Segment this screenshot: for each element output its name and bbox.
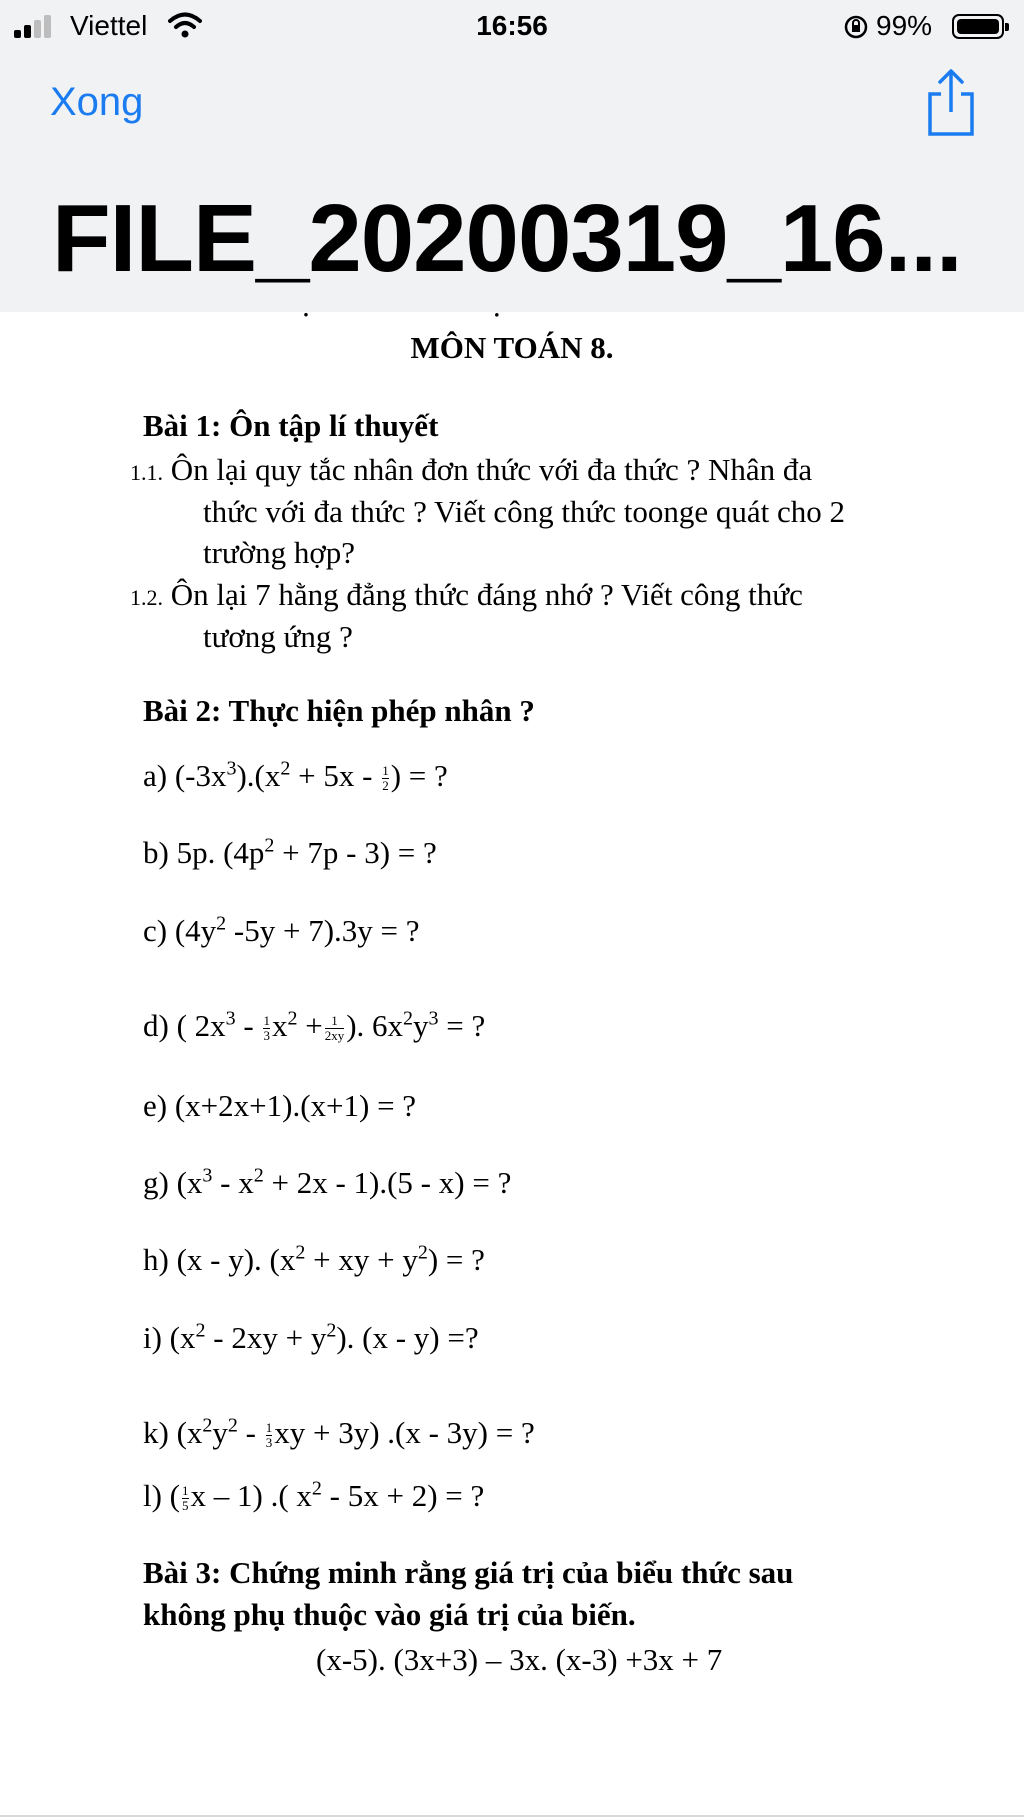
battery-icon [952,14,1004,39]
file-title: FILE_20200319_16... [52,185,962,292]
bai3-expression: (x-5). (3x+3) – 3x. (x-3) +3x + 7 [316,1642,723,1677]
share-icon[interactable] [924,66,978,140]
navigation-bar [0,0,1024,312]
item-text: Ôn lại quy tắc nhân đơn thức với đa thức ? Nhân đa [170,452,813,487]
exercise-k: k) ($x^2y^2$ - $\frac{1}{3}$ xy + 3y) .(x - 3y) = ? [143,1414,535,1451]
bai3-heading-line2: không phụ thuộc vào giá trị của biến. [143,1597,636,1632]
exercise-g: g) $(x^3 - x^2 + 2x - 1).(5 - x)$ = ? [143,1164,512,1200]
list-item [130,577,803,613]
fraction: $\frac{1}{3}$ [265,1420,273,1451]
fraction: $\frac{1}{2}$ [382,763,389,794]
item-text: Ôn lại 7 hằng đẳng thức đáng nhớ ? Viết công thức [170,577,803,612]
list-item [130,452,812,488]
battery-percent: 99% [876,10,933,41]
exercise-l: l) ( $\frac{1}{5}$ x – 1) .( $x^2 - 5x + 2$) = ? [143,1477,485,1514]
fraction: $\frac{1}{3}$ [263,1013,270,1044]
exercise-c: c) ($4y^2$ -5y + 7).3y = ? [143,912,420,948]
fraction: $\frac{1}{2xy}$ [324,1013,345,1044]
bai1-heading: Bài 1: Ôn tập lí thuyết [143,408,439,443]
item-text: trường hợp? [203,535,356,570]
exercise-e: e) (x+2x+1).(x+1) = ? [143,1088,417,1123]
exercise-h: h) (x - y). ($x^2$ + xy + $y^2$) = ? [143,1241,485,1277]
rotation-lock-icon [843,14,869,40]
fraction: $\frac{1}{5}$ [182,1483,189,1514]
item-text: tương ứng ? [203,619,353,654]
item-number: 1.1. [130,460,163,485]
status-bar [0,0,1024,52]
exercise-i: i) $(x^2 - 2xy + y^2)$. (x - y) =? [143,1319,479,1355]
item-text: thức với đa thức ? Viết công thức toonge quát cho 2 [203,494,846,529]
exercise-d: d) ( $2x^3$ - $\frac{1}{3}$ $x^2$ + $\frac{1}{2xy}$ ). $6x^2y^3$ = ? [143,1007,486,1044]
divider [0,1815,1024,1817]
done-button[interactable]: Xong [50,80,144,124]
exercise-b: b) 5p. $(4p^2 + 7p - 3)$ = ? [143,834,437,870]
item-number: 1.2. [130,585,163,610]
carrier-name: Viettel [70,10,148,41]
exercise-a: a) $(-3x^3).(x^2 + 5x$ - $\frac{1}{2}$ ) = ? [143,757,448,794]
clock: 16:56 [476,10,548,41]
document-subject: MÔN TOÁN 8. [410,330,614,365]
bai3-heading-line1: Bài 3: Chứng minh rằng giá trị của biểu thức sau [143,1555,794,1590]
bai2-heading: Bài 2: Thực hiện phép nhân ? [143,693,535,728]
